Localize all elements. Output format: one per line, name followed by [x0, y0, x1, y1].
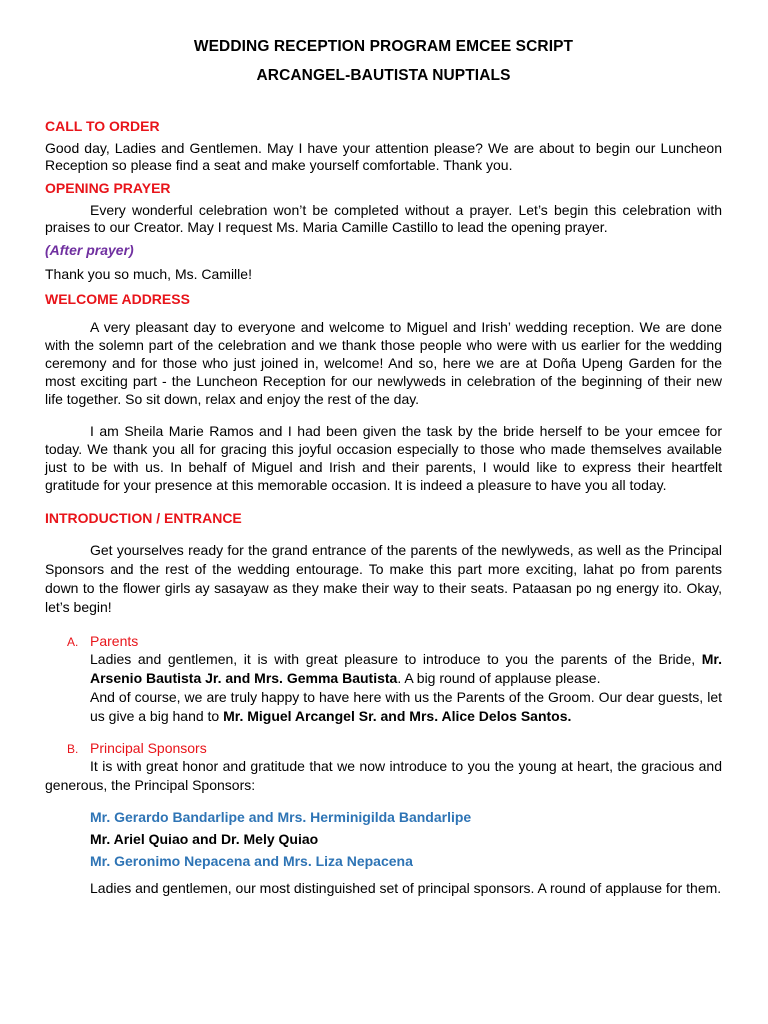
- introduction-heading: INTRODUCTION / ENTRANCE: [45, 510, 242, 526]
- opening-prayer-text: Every wonderful celebration won’t be completed without a prayer. Let’s begin this celebration with praises to our Creator. May I request Ms. Maria Camille Castillo to lead the opening prayer.: [45, 202, 722, 235]
- sponsor-name: Mr. Ariel Quiao and Dr. Mely Quiao: [90, 831, 319, 847]
- parents-block: [45, 650, 722, 726]
- bride-parents-text: Ladies and gentlemen, it is with great pleasure to introduce to you the parents of the Bride, Mr. Arsenio Bautista Jr. and Mrs. Gemma Bautista. A big round of applause please.: [90, 651, 722, 686]
- introduction-text: Get yourselves ready for the grand entrance of the parents of the newlyweds, as well as the Principal Sponsors and the rest of the wedding entourage. To make this part more exciting, lahat po from parents down to the flower girls ay sasayaw as they make their way to their seats. Pataasan po ng energy ito. Okay, let’s begin!: [45, 542, 722, 615]
- parents-subheading: [67, 633, 722, 649]
- sponsors-letter: B.: [67, 742, 79, 756]
- document-title: WEDDING RECEPTION PROGRAM EMCEE SCRIPT: [193, 38, 574, 55]
- prayer-thanks: Thank you so much, Ms. Camille!: [45, 266, 252, 282]
- opening-prayer-heading: OPENING PRAYER: [45, 180, 171, 196]
- bride-parents-names: Mr. Arsenio Bautista Jr. and Mrs. Gemma Bautista: [90, 651, 722, 686]
- sponsor-name: Mr. Geronimo Nepacena and Mrs. Liza Nepacena: [90, 853, 413, 869]
- groom-parents-text: And of course, we are truly happy to have here with us the Parents of the Groom. Our dear guests, let us give a big hand to Mr. Miguel Arcangel Sr. and Mrs. Alice Delos Santos.: [90, 689, 722, 724]
- call-to-order-text: Good day, Ladies and Gentlemen. May I have your attention please? We are about to begin our Luncheon Reception so please find a seat and make yourself comfortable. Thank you.: [45, 140, 722, 173]
- welcome-para-1: A very pleasant day to everyone and welcome to Miguel and Irish’ wedding reception. We are done with the solemn part of the celebration and we thank those people who were with us earlier for the wedding ceremony and for those who just joined in, welcome! And so, here we are at Doña Upeng Garden for the most exciting part - the Luncheon Reception for our newlyweds in celebration of the beginning of their new life together. So sit down, relax and enjoy the rest of the day.: [45, 319, 722, 407]
- parents-title: Parents: [90, 633, 139, 649]
- sponsors-intro: It is with great honor and gratitude that we now introduce to you the young at heart, the gracious and generous, the Principal Sponsors:: [45, 758, 722, 793]
- sponsors-closing: Ladies and gentlemen, our most distinguished set of principal sponsors. A round of applause for them.: [90, 880, 722, 896]
- groom-parents-names: Mr. Miguel Arcangel Sr. and Mrs. Alice Delos Santos.: [223, 708, 572, 724]
- after-prayer-note: (After prayer): [45, 242, 134, 258]
- welcome-address-heading: WELCOME ADDRESS: [45, 291, 190, 307]
- welcome-para-2: I am Sheila Marie Ramos and I had been given the task by the bride herself to be your emcee for today. We thank you all for gracing this joyful occasion especially to those who made themselves available just to be with us. In behalf of Miguel and Irish and their parents, I would like to express their heartfelt gratitude for your presence at this memorable occasion. It is indeed a pleasure to have you all today.: [45, 423, 722, 493]
- document-subtitle: ARCANGEL-BAUTISTA NUPTIALS: [256, 67, 511, 84]
- call-to-order-heading: CALL TO ORDER: [45, 118, 160, 134]
- sponsor-name: Mr. Gerardo Bandarlipe and Mrs. Herminigilda Bandarlipe: [90, 809, 472, 825]
- parents-letter: A.: [67, 635, 79, 649]
- sponsors-title: Principal Sponsors: [90, 740, 207, 756]
- sponsors-subheading: [67, 740, 722, 756]
